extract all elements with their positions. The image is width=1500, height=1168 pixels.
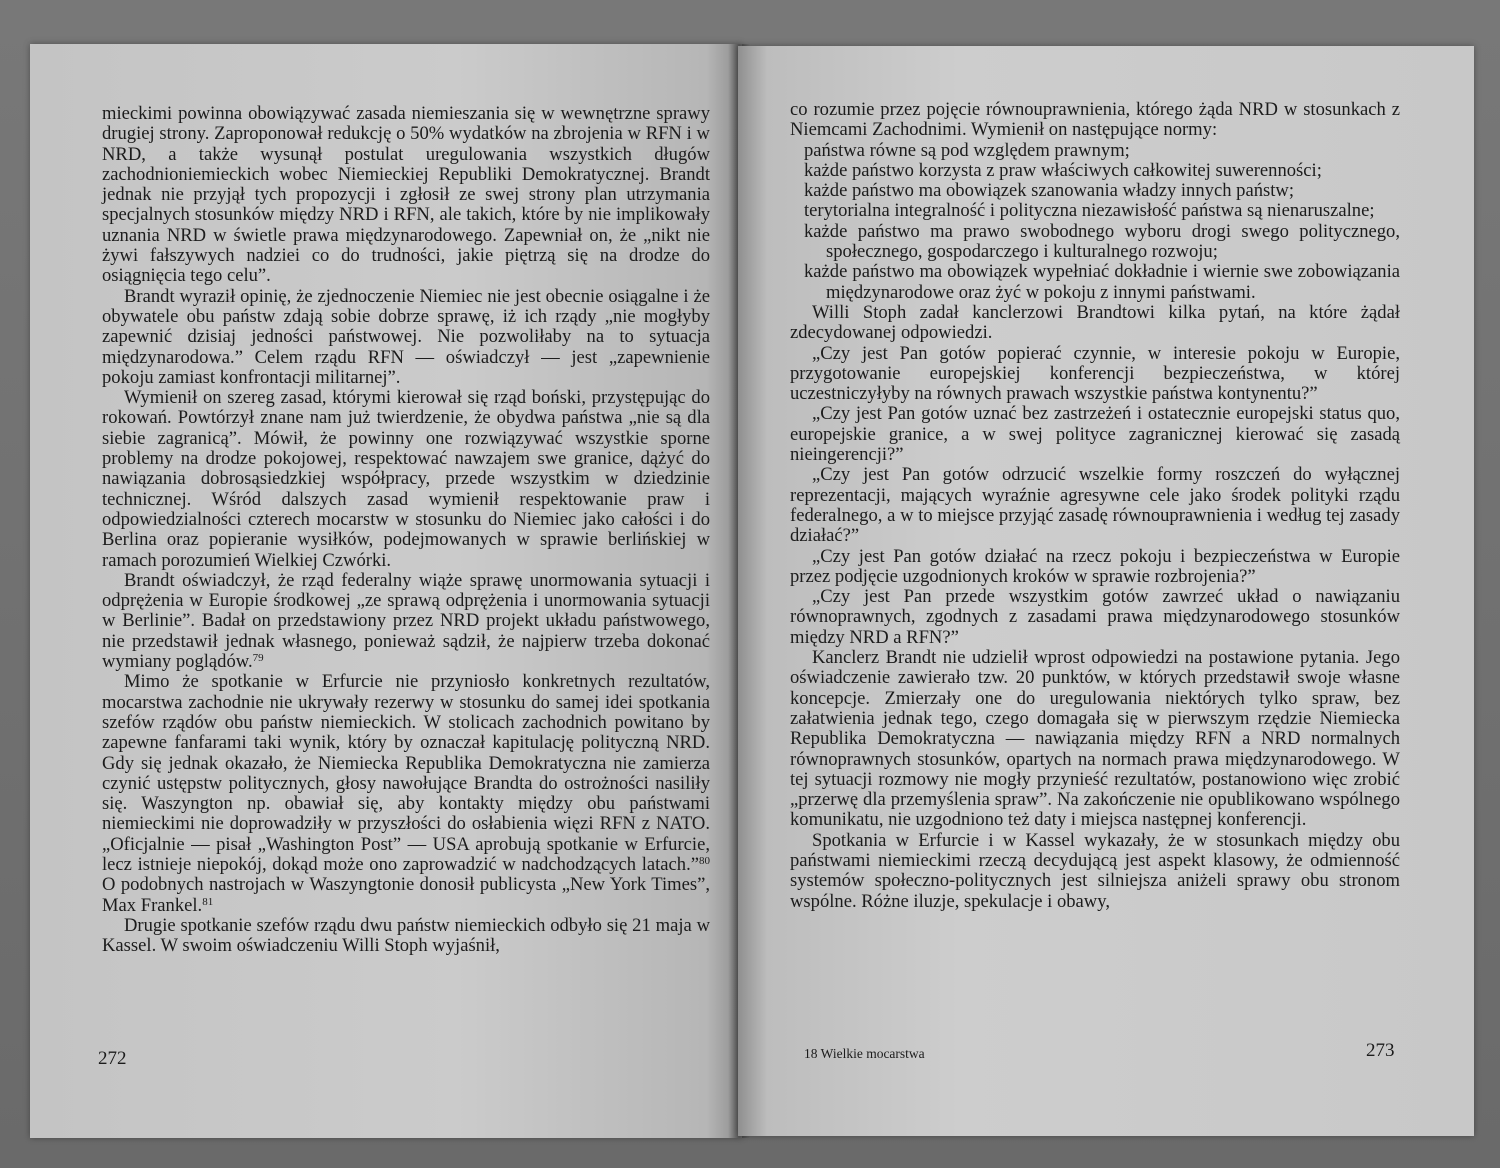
paragraph: „Czy jest Pan przede wszystkim gotów zawrzeć układ o nawiązaniu równoprawnych, zgodnych z zasadami prawa międzynarodowego stosunków między NRD a RFN?”	[790, 586, 1400, 648]
footnote-ref: 79	[252, 652, 264, 665]
paragraph	[102, 571, 710, 672]
paragraph: Willi Stoph zadał kanclerzowi Brandtowi kilka pytań, na które żądał zdecydowanej odpowiedzi.	[790, 301, 1400, 344]
paragraph: Wymienił on szereg zasad, którymi kierował się rząd boński, przystępując do rokowań. Powtórzył znane nam już twierdzenie, że obydwa państwa „nie są dla siebie zagranicą”. Mówił, że powinny one rozwiązywać wszystkie sporne problemy na drodze pokojowej, respektować nawzajem swe granice, dążyć do nawiązania dobrosąsiedzkiej współpracy, przede wszystkim w dziedzinie technicznej. Wśród dalszych zasad wymienił respektowanie praw i odpowiedzialności czterech mocarstw w stosunku do Niemiec jako całości i do Berlina oraz popieranie wysiłków, podejmowanych w sprawie berlińskiej w ramach porozumień Wielkiej Czwórki.	[102, 387, 710, 571]
paragraph: Brandt wyraził opinię, że zjednoczenie Niemiec nie jest obecnie osiągalne i że obywatele obu państw zdają sobie dobrze sprawę, iż ich rządy „nie mogłyby zapewnić dzisiaj jedności państwowej. Nie pozwoliłaby na to sytuacja międzynarodowa.” Celem rządu RFN — oświadczył — jest „zapewnienie pokoju zamiast konfrontacji militarnej”.	[102, 285, 710, 388]
left-page	[30, 44, 742, 1138]
paragraph: Kanclerz Brandt nie udzielił wprost odpowiedzi na postawione pytania. Jego oświadczenie zawierało tzw. 20 punktów, w których przedstawił swoje własne koncepcje. Zmierzały one do uregulowania niektórych tylko spraw, bez załatwienia jednak tego, czego domagała się w pierwszym rzędzie Niemiecka Republika Demokratyczna — nawiązania między RFN a NRD normalnych równoprawnych stosunków, opartych na normach prawa międzynarodowego. W tej sytuacji rozmowy nie mogły przynieść rezultatów, postanowiono więc zrobić „przerwę dla przemyślenia spraw”. Na zakończenie nie opublikowano wspólnego komunikatu, nie uzgodniono też daty i miejsca następnej konferencji.	[790, 647, 1400, 831]
printer-signature: 18 Wielkie mocarstwa	[804, 1046, 925, 1061]
paragraph-text: O podobnych nastrojach w Waszyngtonie donosił publicysta „New York Times”, Max Frankel.	[102, 874, 710, 916]
list-item: państwa równe są pod względem prawnym;	[804, 139, 1130, 161]
left-page-text	[102, 104, 710, 956]
page-number: 273	[1366, 1040, 1395, 1061]
paragraph-text: Brandt oświadczył, że rząd federalny wiąże sprawę unormowania sytuacji i odprężenia w Europie środkowej „ze sprawą odprężenia i unormowania sytuacji w Berlinie”. Badał on przedstawiony przez NRD projekt układu państwowego, nie przedstawił jednak własnego, ponieważ sądził, że najpierw trzeba dokonać wymiany poglądów.	[102, 569, 710, 673]
paragraph: mieckimi powinna obowiązywać zasada niemieszania się w wewnętrzne sprawy drugiej strony. Zaproponował redukcję o 50% wydatków na zbrojenia w RFN i w NRD, a także wysunął postulat uregulowania wszystkich długów zachodnioniemieckich wobec Niemieckiej Republiki Demokratycznej. Brandt jednak nie przyjął tych propozycji i zgłosił ze swej strony plan utrzymania specjalnych stosunków między NRD i RFN, ale takich, które by nie implikowały uznania NRD w świetle prawa międzynarodowego. Zapewniał on, że „nikt nie żywi fałszywych nadziei co do trudności, jakie piętrzą się na drodze do osiągnięcia tego celu”.	[102, 103, 710, 287]
paragraph: „Czy jest Pan gotów popierać czynnie, w interesie pokoju w Europie, przygotowanie europejskiej konferencji bezpieczeństwa, w której uczestniczyłyby na równych prawach wszystkie państwa kontynentu?”	[790, 342, 1400, 405]
paragraph: Spotkania w Erfurcie i w Kassel wykazały, że w stosunkach między obu państwami niemieckimi rzeczą decydującą jest aspekt klasowy, że odmienność systemów społeczno-politycznych jest silniejsza aniżeli sprawy obu stronom wspólne. Różne iluzje, spekulacje i obawy,	[790, 829, 1400, 912]
list-item: terytorialna integralność i polityczna niezawisłość państwa są nienaruszalne;	[804, 200, 1375, 222]
footnote-ref: 80	[699, 854, 710, 867]
page-number: 272	[98, 1048, 127, 1069]
paragraph: „Czy jest Pan gotów działać na rzecz pokoju i bezpieczeństwa w Europie przez podjęcie uzgodnionych kroków w sprawie rozbrojenia?”	[790, 545, 1400, 587]
list-item: każde państwo ma obowiązek szanowania władzy innych państw;	[804, 180, 1294, 202]
list-item: każde państwo ma prawo swobodnego wyboru drogi swego politycznego, społecznego, gospodarczego i kulturalnego rozwoju;	[804, 220, 1400, 263]
footnote-ref: 81	[202, 895, 214, 908]
right-page	[738, 46, 1474, 1136]
list-item: każde państwo korzysta z praw właściwych całkowitej suwerenności;	[804, 159, 1322, 181]
paragraph-text: Mimo że spotkanie w Erfurcie nie przyniosło konkretnych rezultatów, mocarstwa zachodnie nie ukrywały rezerwy w stosunku do samej idei spotkania szefów rządów obu państw niemieckich. W stolicach zachodnich powitano by zapewne fanfarami taki wynik, który by oznaczał kapitulację polityczną NRD. Gdy się jednak okazało, że Niemiecka Republika Demokratyczna nie zamierza czynić ustępstw politycznych, głosy nawołujące Brandta do ostrożności nasiliły się. Waszyngton np. obawiał się, aby kontakty między obu państwami niemieckimi nie doprowadziły w przyszłości do osłabienia więzi RFN z NATO. „Oficjalnie — pisał „Washington Post” — USA aprobują spotkanie w Erfurcie, lecz istnieje niepokój, dokąd może ono zaprowadzić w nadchodzących latach.”	[102, 671, 710, 875]
right-page-text	[790, 100, 1400, 912]
paragraph: Drugie spotkanie szefów rządu dwu państw niemieckich odbyło się 21 maja w Kassel. W swoim oświadczeniu Willi Stoph wyjaśnił,	[102, 914, 710, 957]
paragraph: co rozumie przez pojęcie równouprawnienia, którego żąda NRD w stosunkach z Niemcami Zachodnimi. Wymienił on następujące normy:	[790, 99, 1400, 141]
paragraph	[102, 672, 710, 916]
paragraph: „Czy jest Pan gotów uznać bez zastrzeżeń i ostatecznie europejski status quo, europejskie granice, a w swej polityce zagranicznej kierować się zasadą nieingerencji?”	[790, 403, 1400, 466]
paragraph: „Czy jest Pan gotów odrzucić wszelkie formy roszczeń do wyłącznej reprezentacji, mających wyraźnie agresywne cele jako środek polityki rządu federalnego, a w to miejsce przyjąć zasadę równouprawnienia i według tej zasady działać?”	[790, 464, 1400, 547]
list-item: każde państwo ma obowiązek wypełniać dokładnie i wiernie swe zobowiązania międzynarodowe oraz żyć w pokoju z innymi państwami.	[804, 261, 1400, 303]
